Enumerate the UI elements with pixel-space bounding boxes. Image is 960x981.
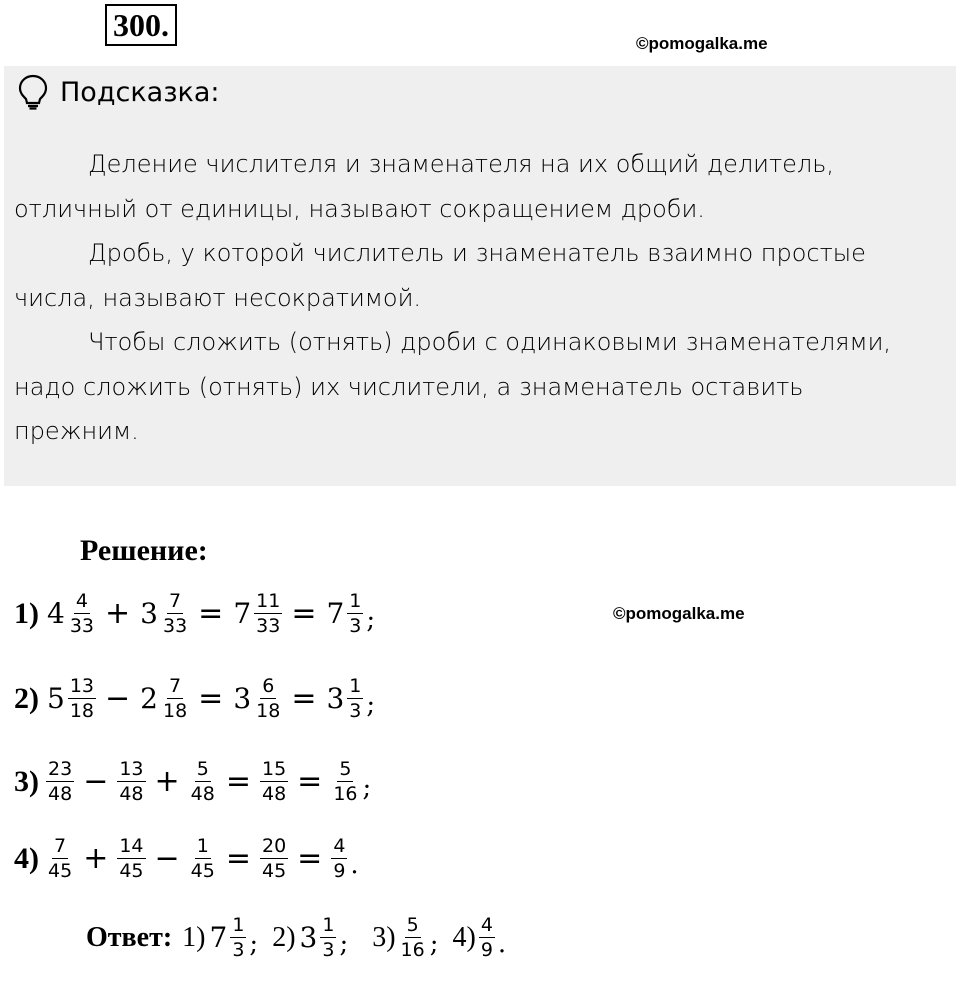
numerator: 7 — [169, 675, 182, 697]
whole-part: 7 — [209, 921, 228, 954]
denominator: 16 — [333, 783, 358, 805]
denominator: 48 — [190, 783, 215, 805]
punctuation: ; — [366, 690, 376, 720]
fraction — [347, 590, 363, 637]
punctuation: . — [350, 850, 359, 880]
denominator: 3 — [349, 615, 362, 637]
equation-4 — [14, 835, 359, 882]
fraction — [399, 914, 427, 961]
denominator: 33 — [69, 615, 95, 637]
operator: − — [154, 841, 180, 876]
whole-part: 3 — [140, 597, 158, 630]
answer-part-label: 2) — [272, 921, 296, 953]
numerator: 1 — [232, 914, 245, 936]
denominator: 9 — [480, 939, 493, 961]
fraction — [46, 835, 74, 882]
numerator: 20 — [261, 835, 287, 857]
numerator: 15 — [261, 758, 287, 780]
denominator: 33 — [162, 615, 188, 637]
hint-paragraph: Дробь, у которой числитель и знаменатель взаимно простые числа, называют несократимой. — [14, 239, 866, 312]
punctuation: ; — [429, 929, 439, 959]
denominator: 45 — [119, 860, 144, 882]
whole-part: 3 — [299, 921, 318, 954]
lightbulb-icon — [18, 74, 48, 110]
answer-part-label: 3) — [372, 921, 396, 953]
fraction — [161, 675, 189, 722]
punctuation: ; — [366, 605, 376, 635]
fraction — [230, 914, 246, 961]
equation-label: 1) — [14, 596, 39, 630]
fraction — [347, 675, 363, 722]
equation-1 — [14, 590, 375, 637]
fraction — [260, 758, 288, 805]
denominator: 45 — [48, 860, 73, 882]
operator: − — [83, 764, 109, 799]
fraction — [68, 590, 96, 637]
fraction — [331, 758, 359, 805]
denominator: 18 — [256, 700, 281, 722]
whole-part: 2 — [140, 682, 158, 715]
fraction — [68, 675, 96, 722]
numerator: 4 — [75, 590, 88, 612]
numerator: 13 — [119, 758, 144, 780]
operator: = — [291, 596, 317, 631]
fraction — [46, 758, 74, 805]
numerator: 7 — [169, 590, 182, 612]
fraction — [117, 835, 145, 882]
numerator: 5 — [196, 758, 209, 780]
numerator: 4 — [333, 835, 346, 857]
fraction — [117, 758, 145, 805]
denominator: 3 — [349, 700, 362, 722]
equation-2 — [14, 675, 375, 722]
punctuation: . — [497, 929, 507, 959]
numerator: 1 — [349, 675, 362, 697]
numerator: 14 — [119, 835, 144, 857]
fraction — [479, 914, 495, 961]
fraction — [260, 835, 288, 882]
operator: = — [291, 681, 317, 716]
answer-part-3 — [372, 914, 438, 961]
fraction — [189, 835, 217, 882]
numerator: 1 — [322, 914, 335, 936]
denominator: 3 — [232, 939, 245, 961]
hint-header — [18, 74, 220, 110]
numerator: 6 — [262, 675, 275, 697]
watermark: ©pomogalka.me — [613, 604, 745, 623]
operator: = — [225, 764, 251, 799]
operator: + — [154, 764, 180, 799]
numerator: 7 — [54, 835, 67, 857]
numerator: 4 — [480, 914, 493, 936]
numerator: 11 — [256, 590, 281, 612]
fraction — [254, 675, 282, 722]
punctuation: ; — [339, 929, 349, 959]
numerator: 5 — [339, 758, 352, 780]
fraction — [320, 914, 336, 961]
denominator: 16 — [400, 939, 425, 961]
answer-part-label: 1) — [182, 921, 206, 953]
hint-box — [4, 66, 956, 486]
watermark: ©pomogalka.me — [636, 34, 768, 53]
numerator: 23 — [48, 758, 73, 780]
answer-label: Ответ: — [86, 921, 173, 953]
denominator: 48 — [48, 783, 73, 805]
denominator: 3 — [322, 939, 335, 961]
operator: = — [198, 596, 224, 631]
answer-part-2 — [272, 914, 348, 961]
whole-part: 3 — [233, 682, 252, 715]
whole-part: 4 — [47, 597, 65, 630]
solution-heading: Решение: — [80, 534, 208, 567]
whole-part: 3 — [326, 682, 345, 715]
answer-line — [86, 914, 520, 961]
hint-text — [14, 142, 934, 454]
punctuation: ; — [362, 773, 372, 803]
numerator: 5 — [406, 914, 419, 936]
fraction — [161, 590, 189, 637]
equation-label: 2) — [14, 681, 39, 715]
denominator: 18 — [69, 700, 95, 722]
fraction — [189, 758, 217, 805]
denominator: 9 — [333, 860, 346, 882]
answer-part-label: 4) — [452, 921, 476, 953]
task-number: 300. — [105, 4, 177, 46]
hint-paragraph: Чтобы сложить (отнять) дроби с одинаковыми знаменателями, надо сложить (отнять) их числители, а знаменатель оставить прежним. — [14, 328, 892, 445]
whole-part: 5 — [47, 682, 65, 715]
punctuation: ; — [249, 929, 259, 959]
denominator: 33 — [256, 615, 281, 637]
hint-title: Подсказка: — [60, 76, 220, 108]
numerator: 1 — [349, 590, 362, 612]
answer-part-4 — [452, 914, 506, 961]
operator: = — [225, 841, 251, 876]
operator: − — [105, 681, 131, 716]
denominator: 18 — [162, 700, 188, 722]
whole-part: 7 — [233, 597, 252, 630]
operator: = — [297, 764, 323, 799]
denominator: 48 — [119, 783, 144, 805]
fraction — [254, 590, 282, 637]
equation-3 — [14, 758, 371, 805]
operator: = — [198, 681, 224, 716]
whole-part: 7 — [326, 597, 345, 630]
equation-label: 3) — [14, 764, 39, 798]
denominator: 48 — [261, 783, 287, 805]
numerator: 13 — [69, 675, 95, 697]
answer-part-1 — [182, 914, 258, 961]
equation-label: 4) — [14, 841, 39, 875]
denominator: 45 — [190, 860, 215, 882]
operator: + — [83, 841, 109, 876]
denominator: 45 — [261, 860, 287, 882]
hint-paragraph: Деление числителя и знаменателя на их общий делитель, отличный от единицы, называют сокращением дроби. — [14, 150, 835, 223]
numerator: 1 — [196, 835, 209, 857]
fraction — [331, 835, 347, 882]
operator: + — [105, 596, 131, 631]
operator: = — [297, 841, 323, 876]
